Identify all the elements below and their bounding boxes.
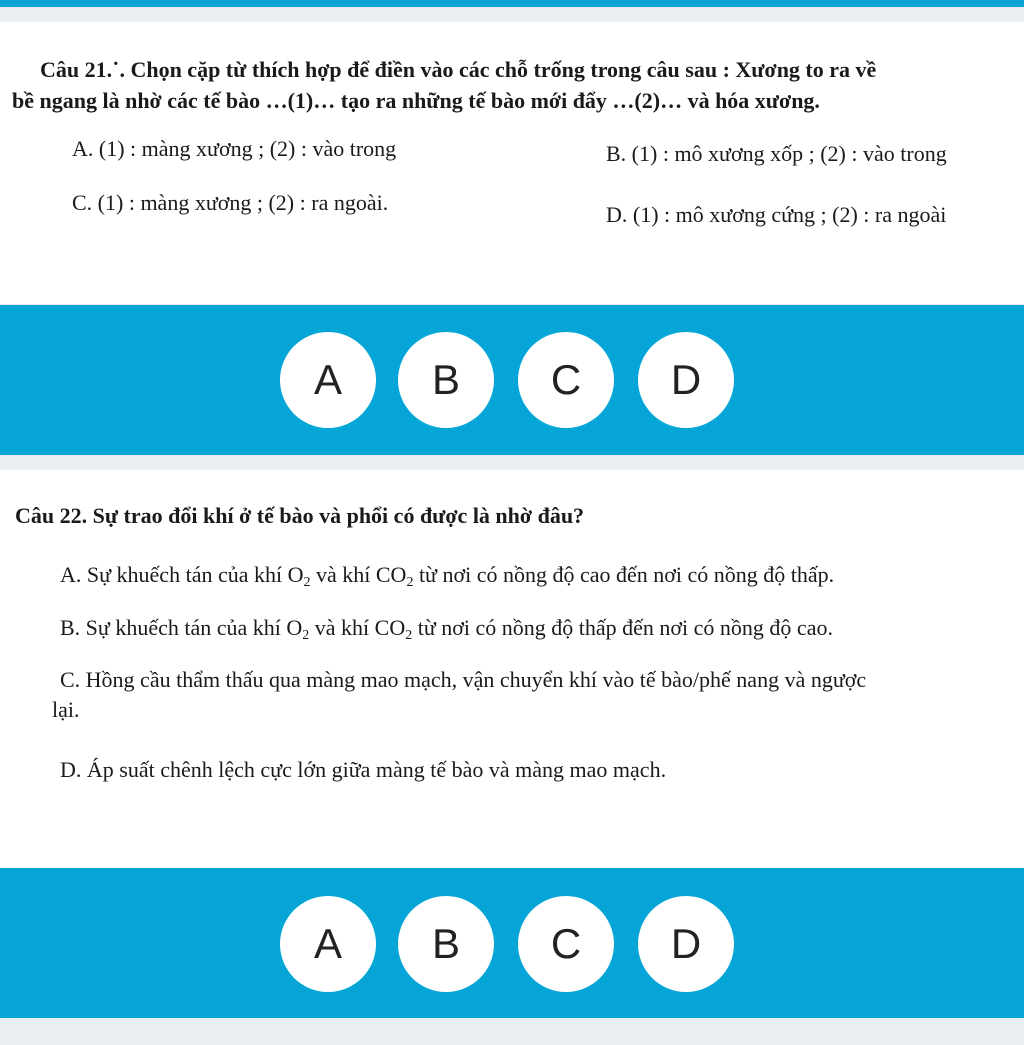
question-22-option-d: D. Áp suất chênh lệch cực lớn giữa màng tế bào và màng mao mạch. [60, 757, 667, 782]
question-21-answer-bar [0, 305, 1024, 455]
question-21-answer-d-button[interactable]: D [638, 332, 734, 428]
option-b-co2-subscript: 2 [405, 628, 413, 643]
question-21-option-a: A. (1) : màng xương ; (2) : vào trong [72, 136, 397, 161]
question-21-answer-b-button[interactable]: B [398, 332, 494, 428]
option-b-text-start: B. Sự khuếch tán của khí O [60, 615, 303, 640]
question-22-option-b [60, 613, 1015, 643]
option-a-co2-subscript: 2 [406, 575, 414, 590]
option-b-o2-subscript: 2 [302, 628, 310, 643]
question-22-card [0, 470, 1024, 868]
question-21-option-c: C. (1) : màng xương ; (2) : ra ngoài. [72, 190, 389, 215]
question-21-line-2: bề ngang là nhờ các tế bào …(1)… tạo ra những tế bào mới đẩy …(2)… và hóa xương. [12, 88, 820, 113]
question-21-title [12, 54, 1015, 116]
question-22-answer-c-button[interactable]: C [518, 896, 614, 992]
option-b-text-middle: và khí CO [309, 615, 406, 640]
question-22-answer-d-button[interactable]: D [638, 896, 734, 992]
question-22-answer-b-button[interactable]: B [398, 896, 494, 992]
question-22-answer-a-button[interactable]: A [280, 896, 376, 992]
question-22-title: Câu 22. Sự trao đổi khí ở tế bào và phổi có được là nhờ đâu? [15, 503, 585, 528]
option-c-line-1: C. Hồng cầu thẩm thấu qua màng mao mạch, vận chuyển khí vào tế bào/phế nang và ngược [60, 667, 867, 692]
option-a-text-middle: và khí CO [310, 562, 407, 587]
option-c-line-2: lại. [52, 697, 80, 722]
question-21-line-1: Câu 21.˙. Chọn cặp từ thích hợp để điền vào các chỗ trống trong câu sau : Xương to ra về [40, 57, 877, 82]
question-22-answer-bar [0, 868, 1024, 1018]
question-21-option-d: D. (1) : mô xương cứng ; (2) : ra ngoài [606, 202, 947, 227]
top-accent-strip [0, 0, 1024, 7]
option-a-o2-subscript: 2 [303, 575, 311, 590]
page-bottom-gap [0, 1018, 1024, 1045]
option-b-text-end: từ nơi có nồng độ thấp đến nơi có nồng độ cao. [412, 615, 833, 640]
question-22-option-a [60, 560, 1015, 590]
question-21-answer-c-button[interactable]: C [518, 332, 614, 428]
question-21-answer-a-button[interactable]: A [280, 332, 376, 428]
question-22-option-c [52, 665, 1015, 725]
question-21-card [0, 22, 1024, 304]
question-21-option-b: B. (1) : mô xương xốp ; (2) : vào trong [606, 141, 947, 166]
option-a-text-end: từ nơi có nồng độ cao đến nơi có nồng độ thấp. [413, 562, 835, 587]
option-a-text-start: A. Sự khuếch tán của khí O [60, 562, 304, 587]
